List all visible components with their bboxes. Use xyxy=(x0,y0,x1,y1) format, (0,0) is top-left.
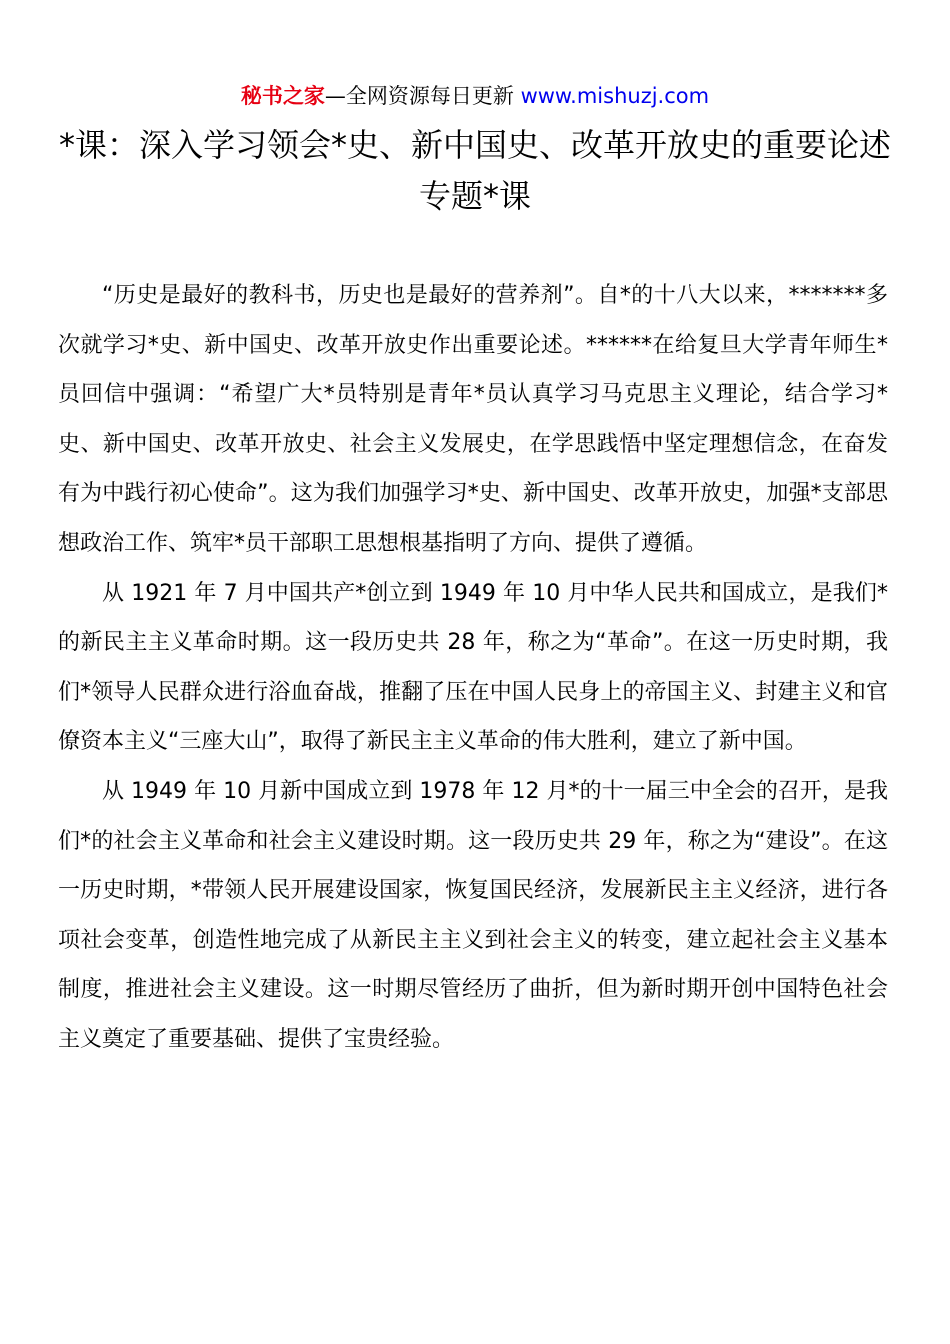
site-tagline: —全网资源每日更新 xyxy=(324,84,514,108)
paragraph-1: “历史是最好的教科书，历史也是最好的营养剂”。自*的十八大以来，*******多次就学习*史、新中国史、改革开放史作出重要论述。******在给复旦大学青年师生*员回信中强调：“希望广大*员特别是青年*员认真学习马克思主义理论，结合学习*史、新中国史、改革开放史、社会主义发展史，在学思践悟中坚定理想信念，在奋发有为中践行初心使命”。这为我们加强学习*史、新中国史、改革开放史，加强*支部思想政治工作、筑牢*员干部职工思想根基指明了方向、提供了遵循。 xyxy=(58,283,888,556)
site-header xyxy=(0,80,950,112)
site-url-link[interactable]: www.mishuzj.com xyxy=(520,84,710,108)
paragraph-2: 从 1921 年 7 月中国共产*创立到 1949 年 10 月中华人民共和国成立，是我们*的新民主主义革命时期。这一段历史共 28 年，称之为“革命”。在这一历史时期，我们*领导人民群众进行浴血奋战，推翻了压在中国人民身上的帝国主义、封建主义和官僚资本主义“三座大山”，取得了新民主主义革命的伟大胜利，建立了新中国。 xyxy=(58,580,888,755)
site-brand: 秘书之家 xyxy=(240,84,325,108)
document-body xyxy=(58,271,888,1065)
document-title: *课：深入学习领会*史、新中国史、改革开放史的重要论述专题*课 xyxy=(58,126,891,215)
paragraph-3: 从 1949 年 10 月新中国成立到 1978 年 12 月*的十一届三中全会的召开，是我们*的社会主义革命和社会主义建设时期。这一段历史共 29 年，称之为“建设”。在这一历史时期，*带领人民开展建设国家，恢复国民经济，发展新民主主义经济，进行各项社会变革，创造性地完成了从新民主主义到社会主义的转变，建立起社会主义基本制度，推进社会主义建设。这一时期尽管经历了曲折，但为新时期开创中国特色社会主义奠定了重要基础、提供了宝贵经验。 xyxy=(58,778,888,1052)
